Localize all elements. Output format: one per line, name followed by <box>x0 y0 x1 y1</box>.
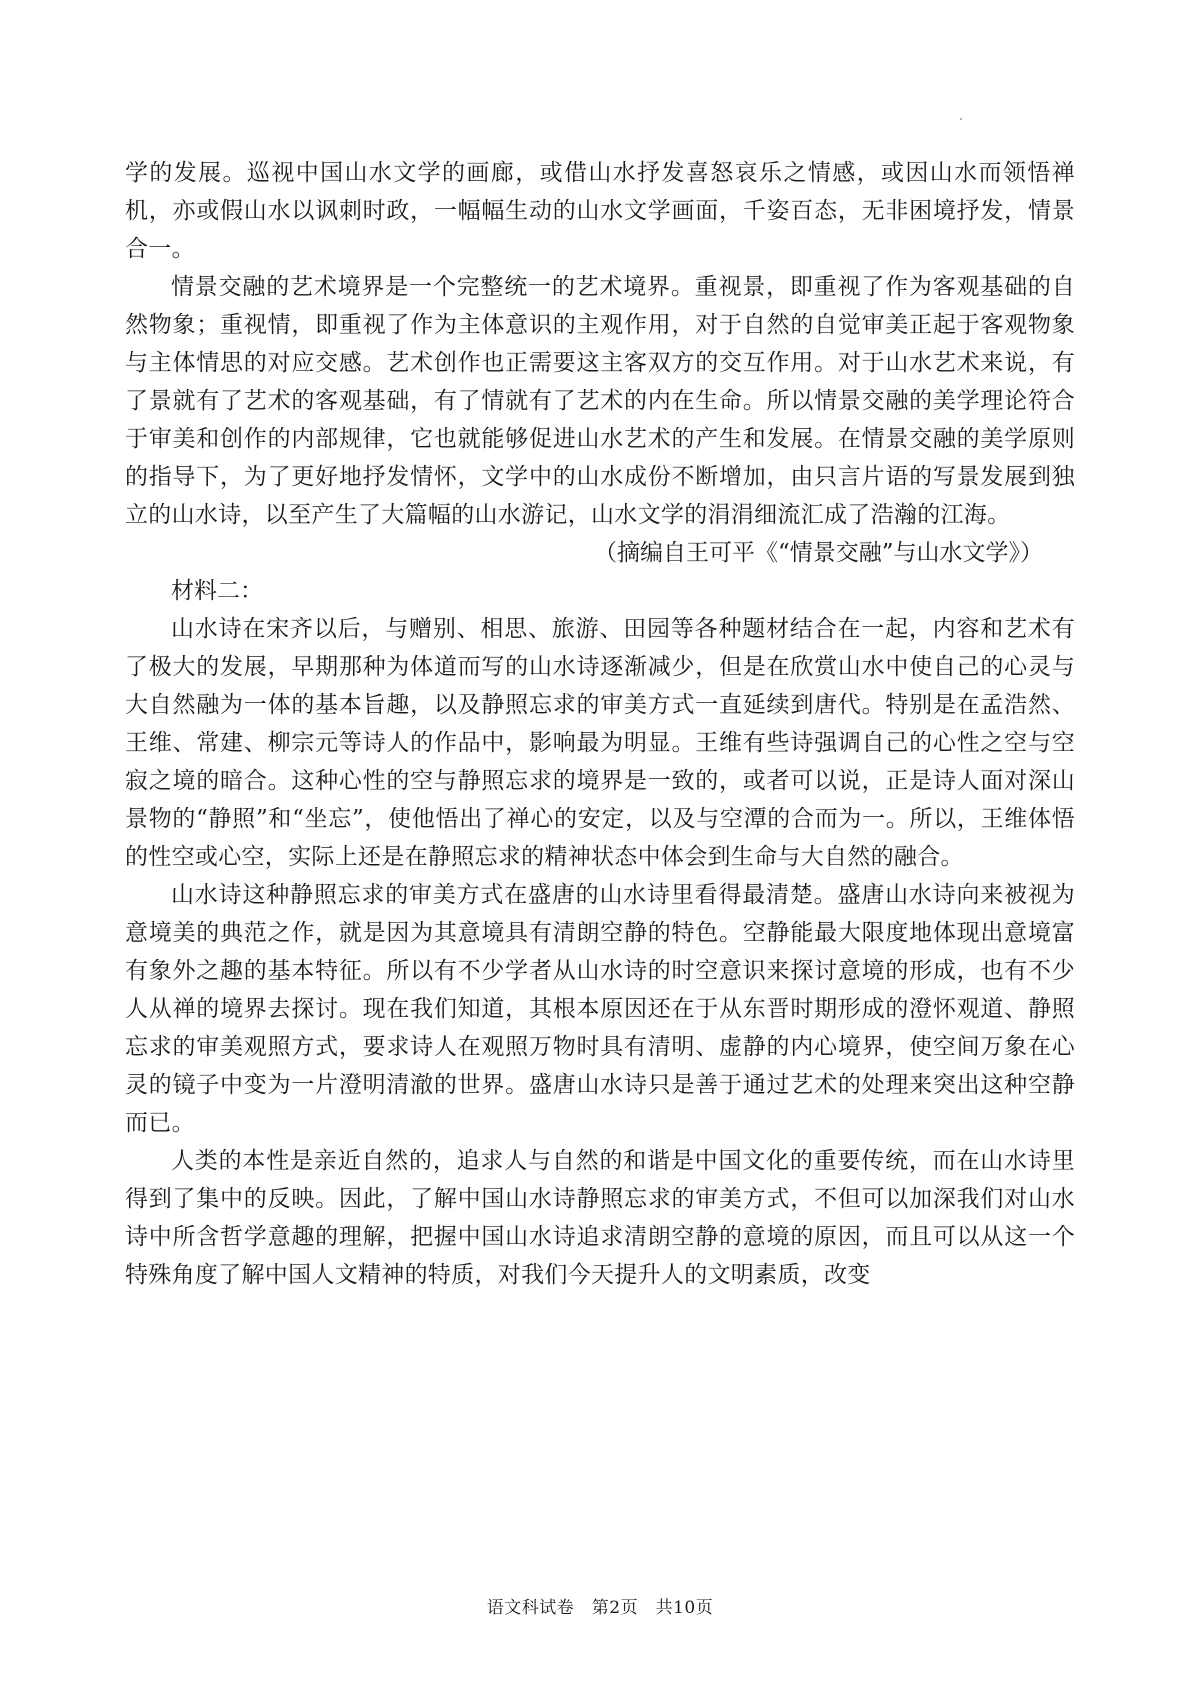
paragraph: 山水诗在宋齐以后，与赠别、相思、旅游、田园等各种题材结合在一起，内容和艺术有了极大的发展，早期那种为体道而写的山水诗逐渐减少，但是在欣赏山水中使自己的心灵与大自然融为一体的基本旨趣，以及静照忘求的审美方式一直延续到唐代。特别是在孟浩然、王维、常建、柳宗元等诗人的作品中，影响最为明显。王维有些诗强调自己的心性之空与空寂之境的暗合。这种心性的空与静照忘求的境界是一致的，或者可以说，正是诗人面对深山景物的“静照”和“坐忘”，使他悟出了禅心的安定，以及与空潭的合而为一。所以，王维体悟的性空或心空，实际上还是在静照忘求的精神状态中体会到生命与大自然的融合。 <box>125 616 1075 870</box>
source-citation: （摘编自王可平《“情景交融”与山水文学》） <box>593 540 1043 566</box>
paragraph: 人类的本性是亲近自然的，追求人与自然的和谐是中国文化的重要传统，而在山水诗里得到了集中的反映。因此，了解中国山水诗静照忘求的审美方式，不但可以加深我们对山水诗中所含哲学意趣的理解，把握中国山水诗追求清朗空静的意境的原因，而且可以从这一个特殊角度了解中国人文精神的特质，对我们今天提升人的文明素质，改变 <box>125 1148 1075 1288</box>
material-heading: 材料二： <box>171 578 263 604</box>
scan-speck <box>960 118 962 120</box>
document-body <box>125 154 1075 1294</box>
paragraph-continuation: 学的发展。巡视中国山水文学的画廊，或借山水抒发喜怒哀乐之情感，或因山水而领悟禅机，亦或假山水以讽刺时政，一幅幅生动的山水文学画面，千姿百态，无非困境抒发，情景合一。 <box>125 160 1075 262</box>
paragraph: 情景交融的艺术境界是一个完整统一的艺术境界。重视景，即重视了作为客观基础的自然物象；重视情，即重视了作为主体意识的主观作用，对于自然的自觉审美正起于客观物象与主体情思的对应交感。艺术创作也正需要这主客双方的交互作用。对于山水艺术来说，有了景就有了艺术的客观基础，有了情就有了艺术的内在生命。所以情景交融的美学理论符合于审美和创作的内部规律，它也就能够促进山水艺术的产生和发展。在情景交融的美学原则的指导下，为了更好地抒发情怀，文学中的山水成份不断增加，由只言片语的写景发展到独立的山水诗，以至产生了大篇幅的山水游记，山水文学的涓涓细流汇成了浩瀚的江海。 <box>125 274 1075 528</box>
paragraph: 山水诗这种静照忘求的审美方式在盛唐的山水诗里看得最清楚。盛唐山水诗向来被视为意境美的典范之作，就是因为其意境具有清朗空静的特色。空静能最大限度地体现出意境富有象外之趣的基本特征。所以有不少学者从山水诗的时空意识来探讨意境的形成，也有不少人从禅的境界去探讨。现在我们知道，其根本原因还在于从东晋时期形成的澄怀观道、静照忘求的审美观照方式，要求诗人在观照万物时具有清明、虚静的内心境界，使空间万象在心灵的镜子中变为一片澄明清澈的世界。盛唐山水诗只是善于通过艺术的处理来突出这种空静而已。 <box>125 882 1075 1136</box>
page-footer: 语文科试卷 第2页 共10页 <box>486 1598 714 1618</box>
